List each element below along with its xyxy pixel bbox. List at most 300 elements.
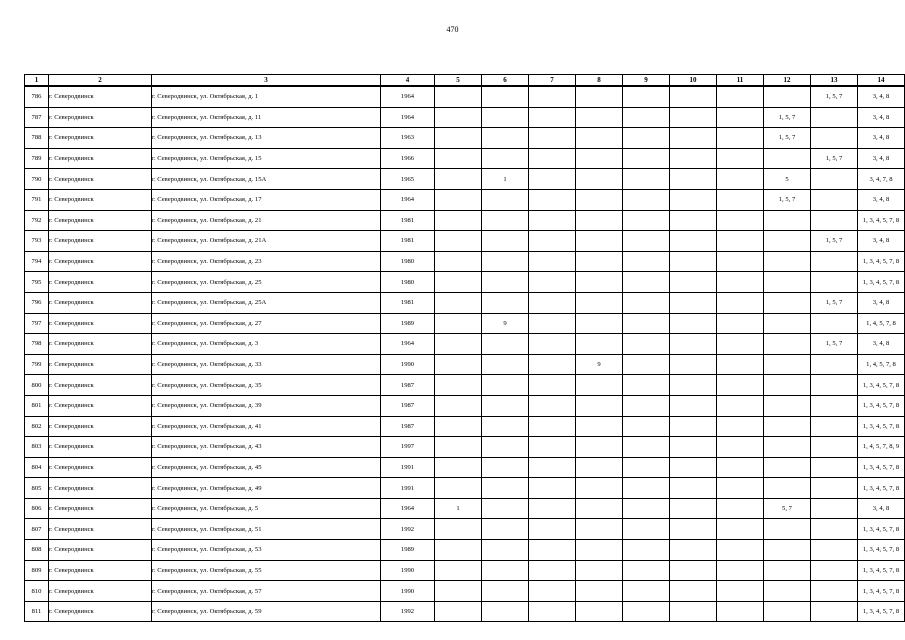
column-9-cell	[623, 169, 670, 190]
column-12-cell	[764, 354, 811, 375]
column-8-cell	[576, 334, 623, 355]
row-number-cell: 810	[25, 581, 49, 602]
column-header: 13	[811, 75, 858, 87]
column-12-cell: 5, 7	[764, 498, 811, 519]
column-6-cell	[482, 354, 529, 375]
table-row	[25, 334, 905, 355]
column-14-cell: 3, 4, 7, 8	[858, 169, 905, 190]
table-row	[25, 292, 905, 313]
column-6-cell: 9	[482, 313, 529, 334]
column-11-cell	[717, 231, 764, 252]
year-cell: 1989	[381, 540, 435, 561]
settlement-cell: г. Северодвинск	[49, 601, 152, 622]
column-header: 9	[623, 75, 670, 87]
column-14-cell: 1, 3, 4, 5, 7, 8	[858, 416, 905, 437]
column-8-cell	[576, 498, 623, 519]
column-10-cell	[670, 498, 717, 519]
column-7-cell	[529, 251, 576, 272]
column-9-cell	[623, 519, 670, 540]
address-cell: г. Северодвинск, ул. Октябрьская, д. 15А	[152, 169, 381, 190]
row-number-cell: 794	[25, 251, 49, 272]
column-13-cell: 1, 5, 7	[811, 334, 858, 355]
column-9-cell	[623, 498, 670, 519]
column-8-cell	[576, 313, 623, 334]
column-5-cell	[435, 519, 482, 540]
column-9-cell	[623, 210, 670, 231]
column-9-cell	[623, 437, 670, 458]
column-8-cell	[576, 148, 623, 169]
row-number-cell: 806	[25, 498, 49, 519]
column-14-cell: 3, 4, 8	[858, 86, 905, 107]
column-6-cell	[482, 560, 529, 581]
column-10-cell	[670, 478, 717, 499]
column-10-cell	[670, 210, 717, 231]
column-13-cell	[811, 313, 858, 334]
column-14-cell: 3, 4, 8	[858, 231, 905, 252]
column-7-cell	[529, 272, 576, 293]
column-10-cell	[670, 189, 717, 210]
table-row	[25, 272, 905, 293]
row-number-cell: 797	[25, 313, 49, 334]
table-row	[25, 251, 905, 272]
row-number-cell: 787	[25, 107, 49, 128]
settlement-cell: г. Северодвинск	[49, 128, 152, 149]
year-cell: 1981	[381, 231, 435, 252]
table-row	[25, 86, 905, 107]
column-11-cell	[717, 251, 764, 272]
column-6-cell	[482, 272, 529, 293]
column-9-cell	[623, 107, 670, 128]
column-14-cell: 3, 4, 8	[858, 107, 905, 128]
column-6-cell	[482, 457, 529, 478]
column-10-cell	[670, 86, 717, 107]
column-14-cell: 1, 3, 4, 5, 7, 8	[858, 210, 905, 231]
column-14-cell: 3, 4, 8	[858, 189, 905, 210]
column-14-cell: 3, 4, 8	[858, 334, 905, 355]
address-cell: г. Северодвинск, ул. Октябрьская, д. 53	[152, 540, 381, 561]
table-row	[25, 581, 905, 602]
column-5-cell	[435, 560, 482, 581]
settlement-cell: г. Северодвинск	[49, 416, 152, 437]
column-6-cell	[482, 231, 529, 252]
column-header: 7	[529, 75, 576, 87]
column-12-cell: 5	[764, 169, 811, 190]
column-header: 14	[858, 75, 905, 87]
column-11-cell	[717, 437, 764, 458]
column-12-cell	[764, 560, 811, 581]
column-8-cell	[576, 251, 623, 272]
column-7-cell	[529, 519, 576, 540]
column-12-cell	[764, 231, 811, 252]
column-11-cell	[717, 334, 764, 355]
settlement-cell: г. Северодвинск	[49, 210, 152, 231]
settlement-cell: г. Северодвинск	[49, 540, 152, 561]
column-13-cell	[811, 128, 858, 149]
column-10-cell	[670, 395, 717, 416]
column-8-cell	[576, 231, 623, 252]
address-cell: г. Северодвинск, ул. Октябрьская, д. 17	[152, 189, 381, 210]
year-cell: 1964	[381, 334, 435, 355]
column-9-cell	[623, 189, 670, 210]
row-number-cell: 808	[25, 540, 49, 561]
table-row	[25, 189, 905, 210]
column-9-cell	[623, 272, 670, 293]
column-11-cell	[717, 210, 764, 231]
column-header: 8	[576, 75, 623, 87]
column-13-cell	[811, 560, 858, 581]
address-cell: г. Северодвинск, ул. Октябрьская, д. 23	[152, 251, 381, 272]
year-cell: 1991	[381, 478, 435, 499]
year-cell: 1990	[381, 560, 435, 581]
column-13-cell	[811, 251, 858, 272]
address-cell: г. Северодвинск, ул. Октябрьская, д. 51	[152, 519, 381, 540]
column-14-cell: 3, 4, 8	[858, 148, 905, 169]
settlement-cell: г. Северодвинск	[49, 107, 152, 128]
column-header: 1	[25, 75, 49, 87]
column-14-cell: 1, 4, 5, 7, 8	[858, 313, 905, 334]
column-5-cell	[435, 189, 482, 210]
column-11-cell	[717, 478, 764, 499]
column-11-cell	[717, 189, 764, 210]
address-cell: г. Северодвинск, ул. Октябрьская, д. 57	[152, 581, 381, 602]
table-row	[25, 231, 905, 252]
column-header: 4	[381, 75, 435, 87]
column-9-cell	[623, 148, 670, 169]
column-14-cell: 1, 3, 4, 5, 7, 8	[858, 395, 905, 416]
year-cell: 1990	[381, 354, 435, 375]
column-8-cell	[576, 581, 623, 602]
column-9-cell	[623, 375, 670, 396]
address-cell: г. Северодвинск, ул. Октябрьская, д. 41	[152, 416, 381, 437]
column-7-cell	[529, 437, 576, 458]
column-9-cell	[623, 334, 670, 355]
column-10-cell	[670, 107, 717, 128]
column-11-cell	[717, 86, 764, 107]
column-7-cell	[529, 128, 576, 149]
column-12-cell	[764, 375, 811, 396]
column-8-cell	[576, 560, 623, 581]
column-13-cell	[811, 457, 858, 478]
column-8-cell	[576, 416, 623, 437]
column-13-cell	[811, 437, 858, 458]
column-10-cell	[670, 313, 717, 334]
column-8-cell	[576, 169, 623, 190]
column-11-cell	[717, 375, 764, 396]
column-7-cell	[529, 560, 576, 581]
table-row	[25, 395, 905, 416]
column-14-cell: 1, 3, 4, 5, 7, 8	[858, 478, 905, 499]
column-7-cell	[529, 313, 576, 334]
table-row	[25, 437, 905, 458]
column-10-cell	[670, 519, 717, 540]
column-9-cell	[623, 395, 670, 416]
year-cell: 1966	[381, 148, 435, 169]
column-10-cell	[670, 437, 717, 458]
settlement-cell: г. Северодвинск	[49, 86, 152, 107]
column-13-cell	[811, 189, 858, 210]
column-7-cell	[529, 334, 576, 355]
address-cell: г. Северодвинск, ул. Октябрьская, д. 25	[152, 272, 381, 293]
column-5-cell	[435, 416, 482, 437]
column-13-cell	[811, 375, 858, 396]
column-10-cell	[670, 334, 717, 355]
column-7-cell	[529, 601, 576, 622]
column-14-cell: 3, 4, 8	[858, 292, 905, 313]
column-5-cell	[435, 334, 482, 355]
row-number-cell: 802	[25, 416, 49, 437]
column-8-cell	[576, 375, 623, 396]
column-13-cell	[811, 272, 858, 293]
column-8-cell	[576, 189, 623, 210]
column-9-cell	[623, 231, 670, 252]
settlement-cell: г. Северодвинск	[49, 581, 152, 602]
column-6-cell	[482, 292, 529, 313]
column-12-cell	[764, 148, 811, 169]
row-number-cell: 801	[25, 395, 49, 416]
column-12-cell	[764, 334, 811, 355]
column-7-cell	[529, 375, 576, 396]
column-10-cell	[670, 272, 717, 293]
column-6-cell: 1	[482, 169, 529, 190]
column-13-cell	[811, 210, 858, 231]
column-6-cell	[482, 498, 529, 519]
column-11-cell	[717, 416, 764, 437]
column-5-cell	[435, 107, 482, 128]
column-8-cell	[576, 395, 623, 416]
column-11-cell	[717, 128, 764, 149]
column-5-cell	[435, 457, 482, 478]
address-cell: г. Северодвинск, ул. Октябрьская, д. 39	[152, 395, 381, 416]
column-6-cell	[482, 189, 529, 210]
column-8-cell	[576, 107, 623, 128]
row-number-cell: 800	[25, 375, 49, 396]
column-9-cell	[623, 128, 670, 149]
column-12-cell	[764, 581, 811, 602]
column-10-cell	[670, 601, 717, 622]
settlement-cell: г. Северодвинск	[49, 231, 152, 252]
address-cell: г. Северодвинск, ул. Октябрьская, д. 3	[152, 334, 381, 355]
year-cell: 1964	[381, 498, 435, 519]
column-7-cell	[529, 395, 576, 416]
column-10-cell	[670, 169, 717, 190]
column-8-cell	[576, 437, 623, 458]
column-13-cell	[811, 601, 858, 622]
column-7-cell	[529, 416, 576, 437]
address-cell: г. Северодвинск, ул. Октябрьская, д. 1	[152, 86, 381, 107]
column-9-cell	[623, 86, 670, 107]
year-cell: 1990	[381, 581, 435, 602]
column-14-cell: 1, 3, 4, 5, 7, 8	[858, 519, 905, 540]
row-number-cell: 793	[25, 231, 49, 252]
column-6-cell	[482, 251, 529, 272]
settlement-cell: г. Северодвинск	[49, 560, 152, 581]
column-5-cell	[435, 231, 482, 252]
column-10-cell	[670, 416, 717, 437]
column-header: 3	[152, 75, 381, 87]
column-5-cell	[435, 251, 482, 272]
column-12-cell	[764, 272, 811, 293]
year-cell: 1980	[381, 272, 435, 293]
column-12-cell: 1, 5, 7	[764, 189, 811, 210]
column-header: 12	[764, 75, 811, 87]
column-header: 5	[435, 75, 482, 87]
settlement-cell: г. Северодвинск	[49, 437, 152, 458]
year-cell: 1991	[381, 457, 435, 478]
column-13-cell	[811, 519, 858, 540]
column-12-cell: 1, 5, 7	[764, 107, 811, 128]
column-5-cell	[435, 292, 482, 313]
column-10-cell	[670, 354, 717, 375]
table-row	[25, 560, 905, 581]
table-row	[25, 498, 905, 519]
row-number-cell: 809	[25, 560, 49, 581]
column-6-cell	[482, 519, 529, 540]
column-12-cell	[764, 540, 811, 561]
year-cell: 1980	[381, 251, 435, 272]
column-13-cell	[811, 107, 858, 128]
column-12-cell	[764, 416, 811, 437]
column-11-cell	[717, 395, 764, 416]
column-11-cell	[717, 519, 764, 540]
address-cell: г. Северодвинск, ул. Октябрьская, д. 59	[152, 601, 381, 622]
column-9-cell	[623, 416, 670, 437]
column-11-cell	[717, 107, 764, 128]
column-14-cell: 3, 4, 8	[858, 498, 905, 519]
column-14-cell: 1, 4, 5, 7, 8, 9	[858, 437, 905, 458]
column-14-cell: 1, 3, 4, 5, 7, 8	[858, 375, 905, 396]
column-8-cell: 9	[576, 354, 623, 375]
column-14-cell: 3, 4, 8	[858, 128, 905, 149]
column-6-cell	[482, 478, 529, 499]
year-cell: 1965	[381, 169, 435, 190]
column-5-cell	[435, 478, 482, 499]
column-5-cell	[435, 395, 482, 416]
settlement-cell: г. Северодвинск	[49, 375, 152, 396]
column-6-cell	[482, 334, 529, 355]
column-5-cell	[435, 313, 482, 334]
address-cell: г. Северодвинск, ул. Октябрьская, д. 15	[152, 148, 381, 169]
column-9-cell	[623, 478, 670, 499]
column-14-cell: 1, 3, 4, 5, 7, 8	[858, 457, 905, 478]
row-number-cell: 796	[25, 292, 49, 313]
column-12-cell	[764, 478, 811, 499]
year-cell: 1964	[381, 107, 435, 128]
address-cell: г. Северодвинск, ул. Октябрьская, д. 43	[152, 437, 381, 458]
column-13-cell	[811, 416, 858, 437]
column-6-cell	[482, 601, 529, 622]
column-8-cell	[576, 210, 623, 231]
table-row	[25, 375, 905, 396]
column-10-cell	[670, 375, 717, 396]
column-7-cell	[529, 457, 576, 478]
settlement-cell: г. Северодвинск	[49, 251, 152, 272]
column-6-cell	[482, 128, 529, 149]
year-cell: 1964	[381, 86, 435, 107]
column-9-cell	[623, 313, 670, 334]
column-8-cell	[576, 457, 623, 478]
column-13-cell	[811, 395, 858, 416]
column-8-cell	[576, 86, 623, 107]
settlement-cell: г. Северодвинск	[49, 169, 152, 190]
settlement-cell: г. Северодвинск	[49, 354, 152, 375]
column-12-cell	[764, 86, 811, 107]
header-row	[25, 75, 905, 87]
column-12-cell	[764, 519, 811, 540]
year-cell: 1989	[381, 313, 435, 334]
column-11-cell	[717, 272, 764, 293]
column-13-cell: 1, 5, 7	[811, 86, 858, 107]
row-number-cell: 786	[25, 86, 49, 107]
column-5-cell	[435, 148, 482, 169]
column-7-cell	[529, 86, 576, 107]
column-14-cell: 1, 4, 5, 7, 8	[858, 354, 905, 375]
year-cell: 1992	[381, 519, 435, 540]
settlement-cell: г. Северодвинск	[49, 313, 152, 334]
row-number-cell: 811	[25, 601, 49, 622]
table-row	[25, 354, 905, 375]
column-12-cell	[764, 601, 811, 622]
column-14-cell: 1, 3, 4, 5, 7, 8	[858, 251, 905, 272]
column-14-cell: 1, 3, 4, 5, 7, 8	[858, 581, 905, 602]
row-number-cell: 804	[25, 457, 49, 478]
row-number-cell: 803	[25, 437, 49, 458]
address-cell: г. Северодвинск, ул. Октябрьская, д. 45	[152, 457, 381, 478]
column-13-cell	[811, 169, 858, 190]
column-5-cell: 1	[435, 498, 482, 519]
column-6-cell	[482, 395, 529, 416]
column-12-cell	[764, 313, 811, 334]
column-8-cell	[576, 128, 623, 149]
column-10-cell	[670, 128, 717, 149]
column-5-cell	[435, 272, 482, 293]
settlement-cell: г. Северодвинск	[49, 519, 152, 540]
column-11-cell	[717, 498, 764, 519]
column-7-cell	[529, 169, 576, 190]
table-row	[25, 107, 905, 128]
column-5-cell	[435, 375, 482, 396]
row-number-cell: 791	[25, 189, 49, 210]
address-cell: г. Северодвинск, ул. Октябрьская, д. 27	[152, 313, 381, 334]
column-12-cell	[764, 210, 811, 231]
column-11-cell	[717, 169, 764, 190]
column-6-cell	[482, 148, 529, 169]
address-cell: г. Северодвинск, ул. Октябрьская, д. 55	[152, 560, 381, 581]
column-5-cell	[435, 128, 482, 149]
address-cell: г. Северодвинск, ул. Октябрьская, д. 33	[152, 354, 381, 375]
column-6-cell	[482, 437, 529, 458]
column-14-cell: 1, 3, 4, 5, 7, 8	[858, 272, 905, 293]
column-13-cell	[811, 581, 858, 602]
settlement-cell: г. Северодвинск	[49, 148, 152, 169]
column-10-cell	[670, 540, 717, 561]
table-row	[25, 416, 905, 437]
column-header: 2	[49, 75, 152, 87]
year-cell: 1963	[381, 128, 435, 149]
column-14-cell: 1, 3, 4, 5, 7, 8	[858, 540, 905, 561]
year-cell: 1981	[381, 210, 435, 231]
column-10-cell	[670, 457, 717, 478]
column-14-cell: 1, 3, 4, 5, 7, 8	[858, 601, 905, 622]
column-7-cell	[529, 231, 576, 252]
column-12-cell	[764, 292, 811, 313]
housing-register-table	[24, 74, 905, 622]
column-5-cell	[435, 210, 482, 231]
column-9-cell	[623, 540, 670, 561]
column-8-cell	[576, 272, 623, 293]
table-body	[25, 86, 905, 622]
address-cell: г. Северодвинск, ул. Октябрьская, д. 13	[152, 128, 381, 149]
column-header: 6	[482, 75, 529, 87]
